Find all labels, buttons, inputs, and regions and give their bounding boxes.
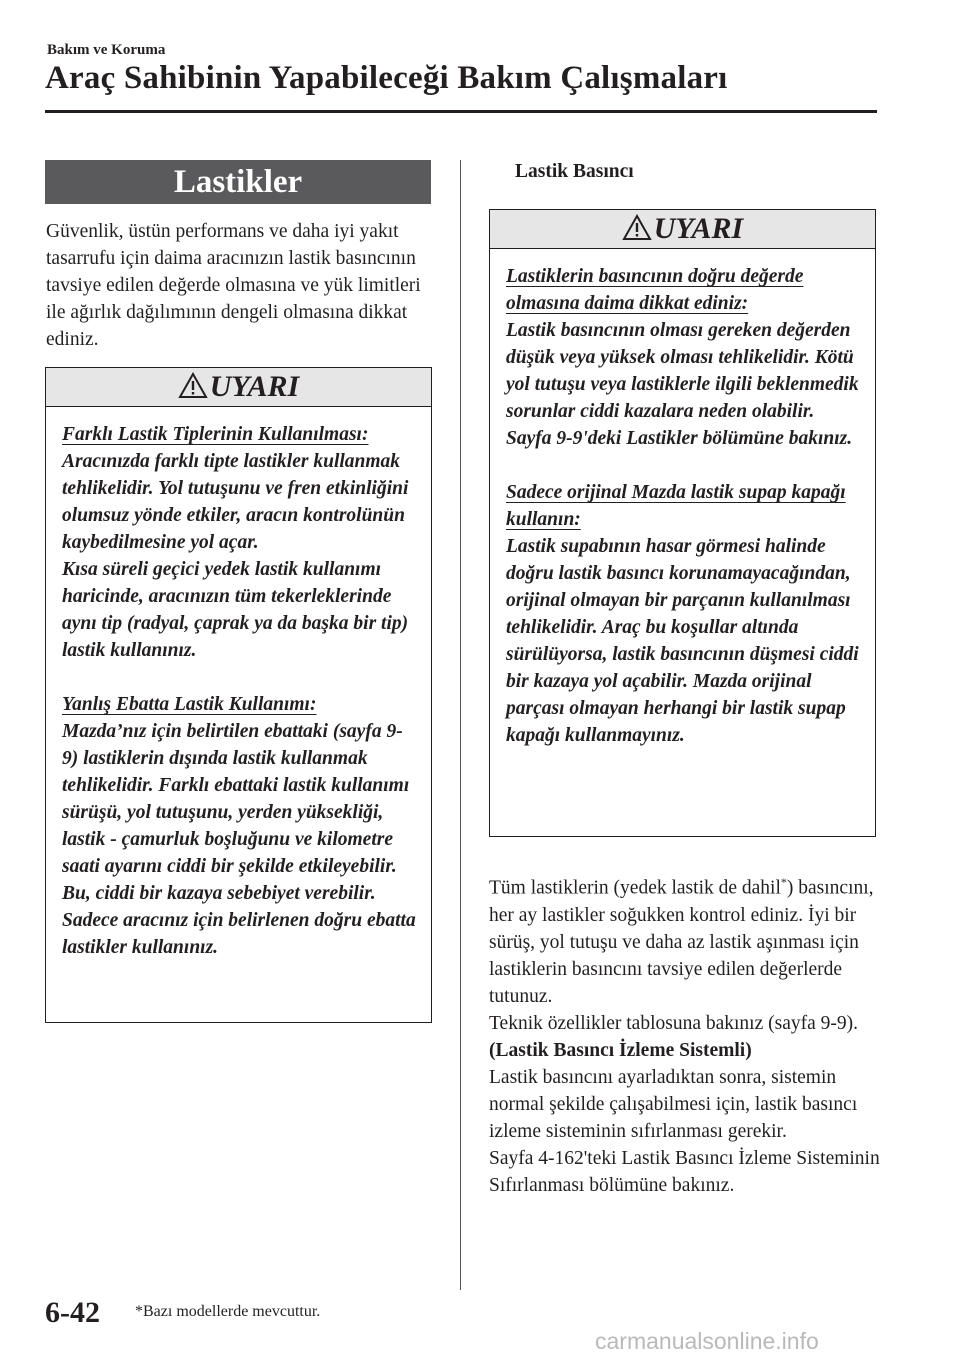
intro-paragraph: Güvenlik, üstün performans ve daha iyi yakıt tasarrufu için daima aracınızın lastik basıncının tavsiye edilen değerde olmasına ve yük limitleri ile ağırlık dağılımının dengeli olmasına dikkat ediniz. <box>46 221 421 350</box>
tire-pressure-text <box>489 869 881 1199</box>
subheading-tire-pressure: Lastik Basıncı <box>515 161 634 182</box>
paragraph: Tüm lastiklerin (yedek lastik de dahil*) basıncını, her ay lastikler soğukken kontrol ediniz. İyi bir sürüş, yol tutuşu ve daha az lastik aşınması için lastiklerin basıncını tavsiye edilen değerlerde tutunuz. <box>489 875 874 1007</box>
warning-text: Lastik supabının hasar görmesi halinde doğru lastik basıncı korunamayacağından, orijinal olmayan bir parçanın kullanılması tehlikelidir. Araç bu koşullar altında sürülüyorsa, lastik basıncının düşmesi ciddi bir kazaya yol açabilir. Mazda orijinal parçası olmayan herhangi bir lastik supap kapağı kullanmayınız. <box>506 536 859 746</box>
page-number: 6-42 <box>45 1296 100 1329</box>
column-divider <box>460 160 461 1290</box>
warning-triangle-icon <box>622 214 652 241</box>
warning-label: UYARI <box>653 212 744 245</box>
paragraph: Teknik özellikler tablosuna bakınız (sayfa 9-9). <box>489 1012 859 1034</box>
warning-triangle-icon <box>178 372 208 399</box>
warning-label: UYARI <box>209 370 300 403</box>
footnote-marker: * <box>780 875 787 889</box>
header-rule <box>45 110 877 113</box>
page-title: Araç Sahibinin Yapabileceği Bakım Çalışmaları <box>45 60 728 96</box>
warning-heading-wrong-size: Yanlış Ebatta Lastik Kullanımı: <box>62 694 317 715</box>
warning-heading-correct-pressure: Lastiklerin basıncının doğru değerde olmasına daima dikkat ediniz: <box>506 266 804 314</box>
section-title-bar: Lastikler <box>45 160 431 204</box>
warning-body <box>490 249 875 763</box>
warning-body <box>46 407 431 975</box>
paragraph: Sayfa 4-162'teki Lastik Basıncı İzleme Sisteminin Sıfırlanması bölümüne bakınız. <box>489 1147 880 1196</box>
warning-box-tire-types <box>45 367 432 1023</box>
warning-header <box>46 368 431 407</box>
warning-text: Kısa süreli geçici yedek lastik kullanımı haricinde, aracınızın tüm tekerleklerinde aynı tip (radyal, çaprak ya da başka bir tip) lastik kullanınız. <box>62 559 409 661</box>
warning-heading-valve-cap: Sadece orijinal Mazda lastik supap kapağı kullanın: <box>506 482 846 530</box>
warning-heading-tire-types: Farklı Lastik Tiplerinin Kullanılması: <box>62 424 369 445</box>
warning-text: Mazda’nız için belirtilen ebattaki (sayfa 9-9) lastiklerin dışında lastik kullanmak tehlikelidir. Farklı ebattaki lastik kullanımı sürüşü, yol tutuşunu, yerden yüksekliği, lastik - çamurluk boşluğunu ve kilometre saati ayarını ciddi bir şekilde etkileyebilir. Bu, ciddi bir kazaya sebebiyet verebilir. Sadece aracınız için belirlenen doğru ebatta lastikler kullanınız. <box>62 721 416 958</box>
warning-text: Sayfa 9-9'deki Lastikler bölümüne bakınız. <box>506 428 853 449</box>
warning-text: Aracınızda farklı tipte lastikler kullanmak tehlikelidir. Yol tutuşunu ve fren etkinliğini olumsuz yönde etkiler, aracın kontrolünün kaybedilmesine yol açar. <box>62 451 409 553</box>
watermark: carmanualsonline.info <box>595 1328 819 1354</box>
warning-box-tire-pressure <box>489 209 876 837</box>
warning-text: Lastik basıncının olması gereken değerden düşük veya yüksek olması tehlikelidir. Kötü yol tutuşu veya lastiklerle ilgili beklenmedik sorunlar ciddi kazalara neden olabilir. <box>506 320 859 422</box>
paragraph: Lastik basıncını ayarladıktan sonra, sistemin normal şekilde çalışabilmesi için, lastik basıncı izleme sisteminin sıfırlanması gerekir. <box>489 1066 858 1142</box>
warning-header <box>490 210 875 249</box>
footnote: *Bazı modellerde mevcuttur. <box>135 1303 321 1320</box>
paragraph-heading: (Lastik Basıncı İzleme Sistemli) <box>489 1039 752 1061</box>
section-label: Bakım ve Koruma <box>47 42 166 58</box>
